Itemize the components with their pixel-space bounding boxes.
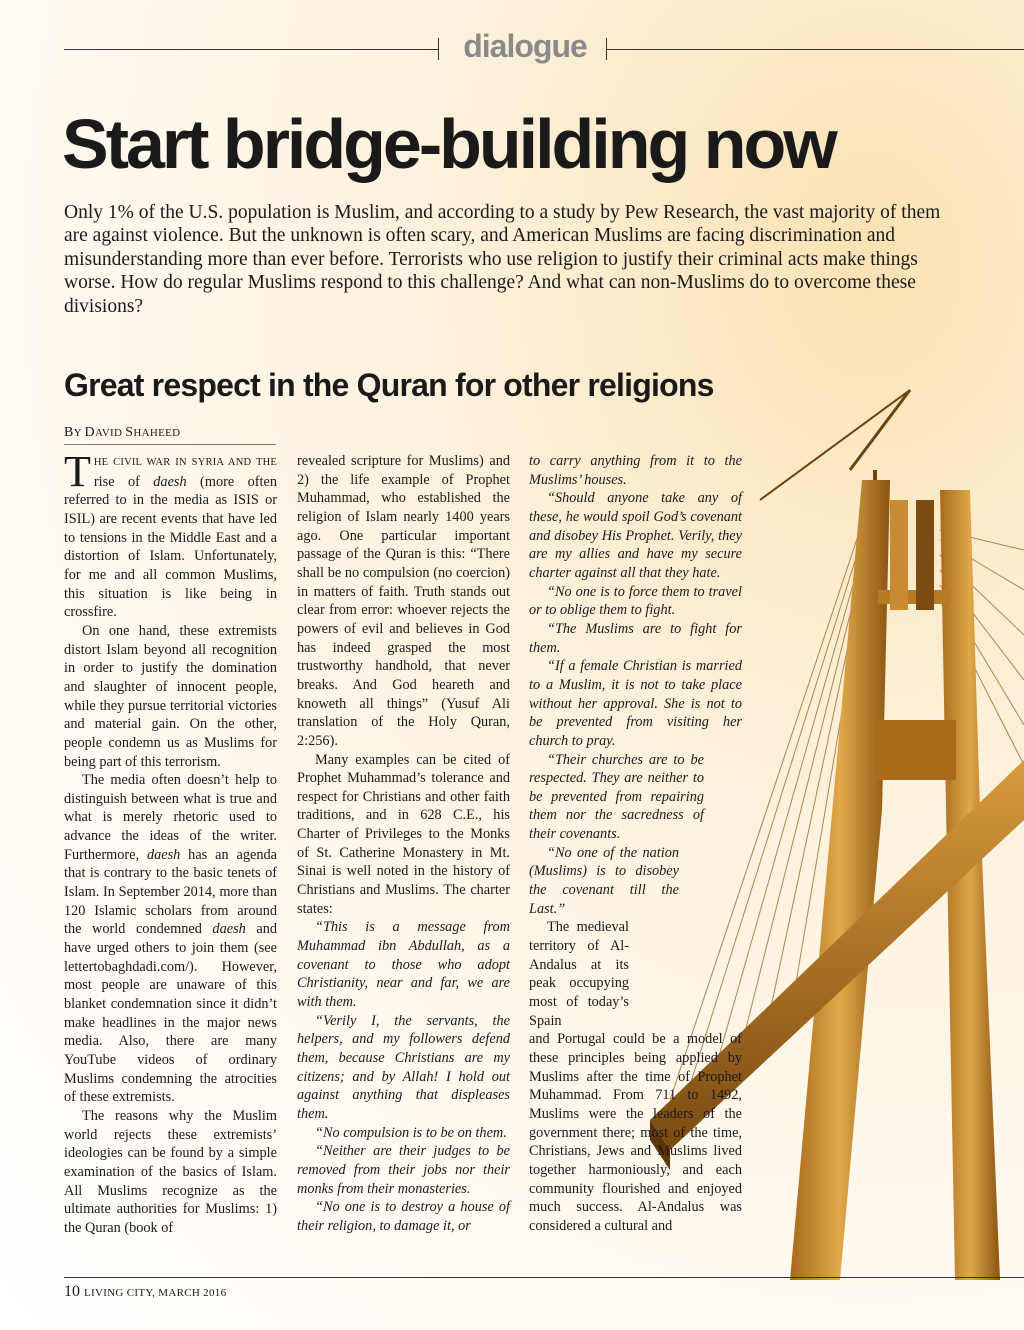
quote-paragraph: to carry anything from it to the Muslims’ houses. xyxy=(529,453,742,488)
quote-paragraph: “Their churches are to be respected. They are neither to be prevented from repairing them nor the sacredness of their covenants. xyxy=(529,751,704,843)
paragraph: The medieval territory of Al-Andalus at its peak occupying most of today’s Spain xyxy=(529,919,629,1029)
page-number: 10 xyxy=(64,1283,80,1300)
quote-paragraph: “If a female Christian is married to a Muslim, it is not to take place without her approval. She is not to be prevented from visiting her church to pray. xyxy=(529,658,742,749)
byline: BY DAVID SHAHEED xyxy=(64,425,276,445)
article-column-2 xyxy=(297,452,510,1236)
page-folio xyxy=(64,1283,226,1301)
quote-paragraph: “This is a message from Muhammad ibn Abdullah, as a covenant to those who adopt Christianity, near and far, we are with them. xyxy=(297,919,510,1011)
quote-paragraph: “No one of the nation (Muslims) is to disobey the covenant till the Last.” xyxy=(529,844,679,917)
drop-cap: T xyxy=(64,447,91,496)
paragraph: Many examples can be cited of Prophet Muhammad’s tolerance and respect for Christians and other faith traditions, and in 628 C.E., his Charter of Privileges to the Monks of St. Catherine Monastery in Mt. Sinai is well noted in the history of Christians and Muslims. The charter states: xyxy=(297,751,510,917)
headline: Start bridge-building now xyxy=(62,105,835,183)
article-subhead: Great respect in the Quran for other religions xyxy=(64,367,714,403)
publication-info: LIVING CITY, MARCH 2016 xyxy=(84,1287,227,1299)
section-label: dialogue xyxy=(463,28,587,64)
rule-left xyxy=(64,49,438,50)
quote-paragraph: “No one is to force them to travel or to oblige them to fight. xyxy=(529,583,742,619)
paragraph: THE CIVIL WAR IN SYRIA AND THE rise of daesh (more often referred to in the media as ISIS or ISIL) are recent events that have led to tensions in the Middle East and a distortion of Islam. Unfortunately, for me and all common Muslims, this situation is like being in crossfire. xyxy=(64,447,277,621)
rule-right xyxy=(606,49,1024,50)
article-column-3 xyxy=(529,452,742,1236)
quote-paragraph: “No compulsion is to be on them. xyxy=(315,1124,507,1141)
rule-tick-left xyxy=(438,38,439,60)
quote-paragraph: “Should anyone take any of these, he would spoil God’s covenant and disobey His Prophet. Verily, they are my allies and have my secure charter against all that they hate. xyxy=(529,490,742,581)
section-header-bar xyxy=(64,28,1024,66)
quote-paragraph: “Verily I, the servants, the helpers, and my followers defend them, because Christians are my citizens; and by Allah! I hold out against anything that displeases them. xyxy=(297,1012,510,1122)
paragraph: revealed scripture for Muslims) and 2) the life example of Prophet Muhammad, who established the religion of Islam nearly 1400 years ago. One particular important passage of the Quran is this: “There shall be no compulsion (no coercion) in matters of faith. Truth stands out clear from error: whoever rejects the powers of evil and believes in God has indeed grasped the most trustworthy handhold, that never breaks. And God heareth and knoweth all things” (Yusuf Ali translation of the Holy Quran, 2:256). xyxy=(297,453,510,749)
quote-paragraph: “Neither are their judges to be removed from their jobs nor their monks from their monasteries. xyxy=(297,1143,510,1197)
paragraph: The reasons why the Muslim world rejects these extremists’ ideologies can be found by a simple examination of the basics of Islam. All Muslims recognize as the ultimate authorities for Muslims: 1) the Quran (book of xyxy=(64,1107,277,1236)
dek-intro: Only 1% of the U.S. population is Muslim, and according to a study by Pew Research, the vast majority of them are against violence. But the unknown is often scary, and American Muslims are facing discrimination and misunderstanding more than ever before. Terrorists who use religion to justify their criminal acts make things worse. How do regular Muslims respond to this challenge? And what can non-Muslims do to overcome these divisions? xyxy=(64,202,941,317)
quote-paragraph: “The Muslims are to fight for them. xyxy=(529,620,742,656)
quote-paragraph: “No one is to destroy a house of their religion, to damage it, or xyxy=(297,1199,510,1234)
article-column-1 xyxy=(64,447,277,1238)
paragraph: The media often doesn’t help to distinguish between what is true and what is merely rhetoric used to advance the ideas of the writer. Furthermore, daesh has an agenda that is contrary to the basic tenets of Islam. In September 2014, more than 120 Islamic scholars from around the world condemned daesh and have urged others to join them (see lettertobaghdadi.com/). However, most people are unaware of this blanket condemnation since it didn’t make headlines in the major news media. Also, there are many YouTube videos of ordinary Muslims condemning the atrocities of these extremists. xyxy=(64,772,277,1106)
paragraph: On one hand, these extremists distort Islam beyond all recognition in order to justify the domination and slaughter of innocent people, while they pursue territorial victories and material gain. On the other, people condemn us as Muslims for being part of this terrorism. xyxy=(64,622,277,770)
paragraph: and Portugal could be a model of these principles being applied by Muslims after the time of Prophet Muhammad. From 711 to 1492, Muslims were the leaders of the government there; most of the time, Christians, Jews and Muslims lived together harmoniously, and each community flourished and enjoyed much success. Al-Andalus was considered a cultural and xyxy=(529,1031,742,1234)
footer-rule xyxy=(64,1277,1024,1278)
